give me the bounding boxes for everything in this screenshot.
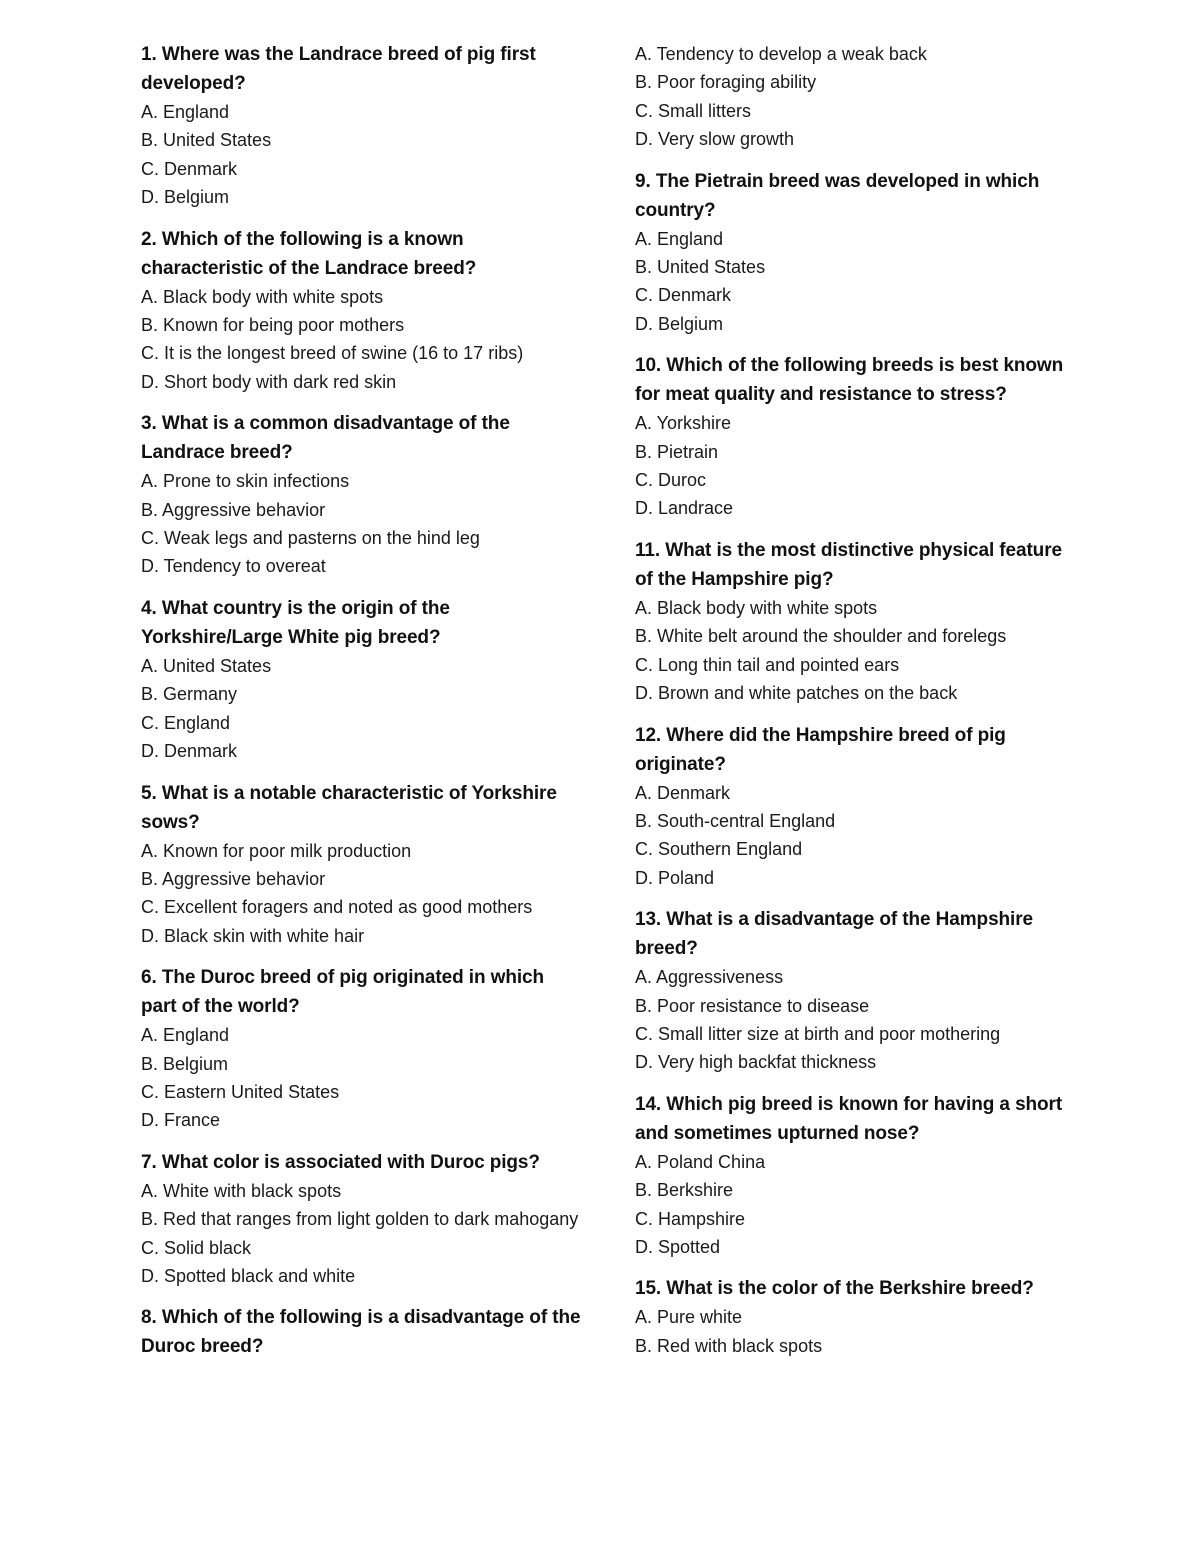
question-text: 5. What is a notable characteristic of Yorkshire sows? xyxy=(141,782,557,833)
answer-option: D. Belgium xyxy=(635,313,724,334)
answer-option: D. Short body with dark red skin xyxy=(141,371,397,392)
question-text: 10. Which of the following breeds is best known for meat quality and resistance to stress? xyxy=(635,355,1064,406)
question-text: 12. Where did the Hampshire breed of pig originate? xyxy=(635,724,1006,775)
answer-option: B. Germany xyxy=(141,684,238,705)
answer-option: B. South-central England xyxy=(635,810,836,831)
question-text: 14. Which pig breed is known for having a short and sometimes upturned nose? xyxy=(635,1093,1063,1144)
answer-option: D. Denmark xyxy=(141,741,238,762)
question-block xyxy=(141,225,581,397)
answer-option: D. Very slow growth xyxy=(635,129,795,150)
question-8-options-continued xyxy=(635,40,1065,154)
answer-option: A. Yorkshire xyxy=(635,413,732,434)
answer-option: A. Prone to skin infections xyxy=(141,471,350,492)
answer-option: A. Pure white xyxy=(635,1307,743,1328)
right-column xyxy=(635,40,1065,1373)
question-text: 6. The Duroc breed of pig originated in which part of the world? xyxy=(141,967,544,1018)
answer-option: B. Red with black spots xyxy=(635,1335,823,1356)
answer-option: C. Excellent foragers and noted as good mothers xyxy=(141,897,533,918)
answer-option: C. Weak legs and pasterns on the hind leg xyxy=(141,528,480,549)
question-block xyxy=(141,1303,581,1361)
question-text: 8. Which of the following is a disadvantage of the Duroc breed? xyxy=(141,1307,581,1358)
question-block xyxy=(141,40,581,212)
question-text: 13. What is a disadvantage of the Hampshire breed? xyxy=(635,909,1033,960)
answer-option: A. United States xyxy=(141,655,272,676)
question-block xyxy=(141,409,581,581)
answer-option: B. Poor resistance to disease xyxy=(635,995,870,1016)
answer-option: A. England xyxy=(141,1025,230,1046)
answer-option: C. Denmark xyxy=(635,285,732,306)
question-block xyxy=(141,1148,581,1291)
answer-option: D. Spotted black and white xyxy=(141,1265,356,1286)
question-block xyxy=(635,536,1065,708)
answer-option: B. Berkshire xyxy=(635,1180,734,1201)
answer-option: B. Aggressive behavior xyxy=(141,868,326,889)
answer-option: B. Red that ranges from light golden to dark mahogany xyxy=(141,1209,579,1230)
answer-option: C. Hampshire xyxy=(635,1208,746,1229)
answer-option: A. Black body with white spots xyxy=(635,597,878,618)
answer-option: C. It is the longest breed of swine (16 to 17 ribs) xyxy=(141,343,524,364)
answer-option: B. United States xyxy=(635,257,766,278)
question-block xyxy=(635,905,1065,1077)
question-block xyxy=(141,594,581,766)
question-text: 9. The Pietrain breed was developed in which country? xyxy=(635,170,1040,221)
answer-option: A. England xyxy=(141,102,230,122)
question-text: 15. What is the color of the Berkshire breed? xyxy=(635,1278,1034,1300)
question-block xyxy=(635,351,1065,523)
question-block xyxy=(141,963,581,1135)
answer-option: C. Southern England xyxy=(635,839,803,860)
answer-option: B. Aggressive behavior xyxy=(141,499,326,520)
answer-option: C. Solid black xyxy=(141,1237,252,1258)
answer-option: B. Pietrain xyxy=(635,441,719,462)
answer-option: C. Long thin tail and pointed ears xyxy=(635,654,900,675)
question-block xyxy=(635,167,1065,339)
answer-option: D. Tendency to overeat xyxy=(141,556,326,577)
question-block xyxy=(141,779,581,951)
answer-option: B. Known for being poor mothers xyxy=(141,315,405,336)
answer-option: C. Small litter size at birth and poor mothering xyxy=(635,1023,1001,1044)
question-text: 11. What is the most distinctive physical feature of the Hampshire pig? xyxy=(635,539,1062,590)
question-text: 2. Which of the following is a known characteristic of the Landrace breed? xyxy=(141,228,477,279)
answer-option: C. Eastern United States xyxy=(141,1081,340,1102)
answer-option: C. Duroc xyxy=(635,470,707,491)
question-block xyxy=(635,1274,1065,1360)
question-text: 1. Where was the Landrace breed of pig first developed? xyxy=(141,44,536,94)
answer-option: C. England xyxy=(141,712,231,733)
answer-option: B. Poor foraging ability xyxy=(635,72,817,93)
question-text: 7. What color is associated with Duroc pigs? xyxy=(141,1151,540,1173)
answer-option: D. Belgium xyxy=(141,187,230,208)
answer-option: D. Landrace xyxy=(635,498,734,519)
answer-option: D. Black skin with white hair xyxy=(141,925,365,946)
answer-option: C. Denmark xyxy=(141,158,238,179)
answer-option: A. White with black spots xyxy=(141,1180,342,1201)
answer-option: A. Black body with white spots xyxy=(141,286,384,307)
answer-option: A. Poland China xyxy=(635,1151,766,1172)
question-block xyxy=(635,721,1065,893)
answer-option: A. Known for poor milk production xyxy=(141,840,412,861)
question-text: 4. What country is the origin of the Yorkshire/Large White pig breed? xyxy=(141,597,450,648)
answer-option: D. Brown and white patches on the back xyxy=(635,683,958,704)
answer-option: A. Denmark xyxy=(635,782,731,803)
question-text: 3. What is a common disadvantage of the Landrace breed? xyxy=(141,413,510,464)
answer-option: D. France xyxy=(141,1110,221,1131)
answer-option: D. Poland xyxy=(635,867,715,888)
question-block xyxy=(635,1090,1065,1262)
answer-option: B. United States xyxy=(141,130,272,151)
answer-option: D. Very high backfat thickness xyxy=(635,1052,877,1073)
answer-option: A. England xyxy=(635,228,724,249)
answer-option: B. Belgium xyxy=(141,1053,229,1074)
answer-option: B. White belt around the shoulder and forelegs xyxy=(635,626,1007,647)
answer-option: C. Small litters xyxy=(635,100,752,121)
answer-option: A. Tendency to develop a weak back xyxy=(635,44,927,64)
answer-option: A. Aggressiveness xyxy=(635,967,784,988)
left-column xyxy=(141,40,581,1374)
answer-option: D. Spotted xyxy=(635,1236,721,1257)
